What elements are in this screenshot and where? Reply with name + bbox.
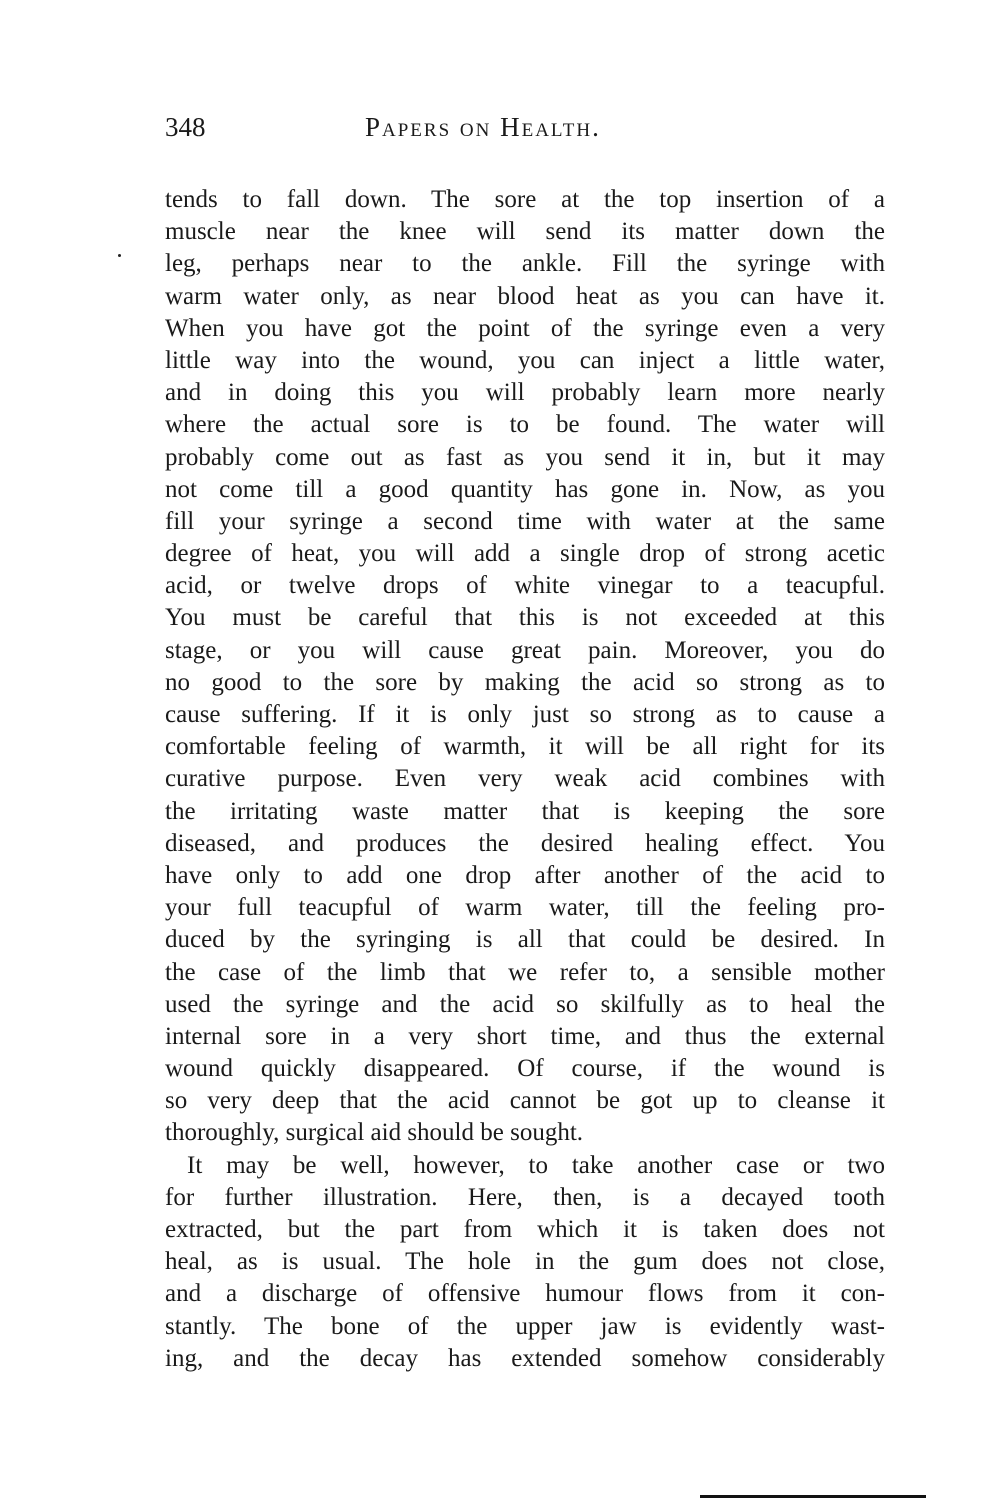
text-line: ing, and the decay has extended somehow considerably — [165, 1344, 885, 1372]
text-line: When you have got the point of the syringe even a very — [165, 314, 885, 342]
text-line: internal sore in a very short time, and thus the external — [165, 1022, 885, 1050]
text-line: your full teacupful of warm water, till the feeling pro- — [165, 894, 885, 922]
text-line: leg, perhaps near to the ankle. Fill the syringe with — [165, 250, 885, 278]
text-line: heal, as is usual. The hole in the gum does not close, — [165, 1248, 885, 1276]
text-line: and a discharge of offensive humour flows from it con- — [165, 1280, 885, 1308]
text-line: not come till a good quantity has gone in. Now, as you — [165, 475, 885, 503]
text-line: muscle near the knee will send its matter down the — [165, 218, 885, 246]
scan-speck — [118, 254, 121, 257]
text-line: warm water only, as near blood heat as you can have it. — [165, 282, 885, 310]
text-line: tends to fall down. The sore at the top insertion of a — [165, 186, 885, 213]
bottom-rule — [700, 1495, 926, 1498]
text-line: so very deep that the acid cannot be got up to cleanse it — [165, 1087, 885, 1115]
text-line: for further illustration. Here, then, is a decayed tooth — [165, 1183, 885, 1211]
text-line: little way into the wound, you can inject a little water, — [165, 346, 885, 374]
text-line: wound quickly disappeared. Of course, if the wound is — [165, 1055, 885, 1083]
text-line: used the syringe and the acid so skilfully as to heal the — [165, 990, 885, 1018]
text-line: acid, or twelve drops of white vinegar to a teacupful. — [165, 572, 885, 600]
text-line: stage, or you will cause great pain. Moreover, you do — [165, 636, 885, 664]
text-line: fill your syringe a second time with water at the same — [165, 507, 885, 535]
text-line: diseased, and produces the desired healing effect. You — [165, 829, 885, 857]
text-line: curative purpose. Even very weak acid combines with — [165, 765, 885, 793]
body-text — [165, 184, 885, 1375]
text-line: stantly. The bone of the upper jaw is evidently wast- — [165, 1312, 885, 1340]
text-line: the irritating waste matter that is keeping the sore — [165, 797, 885, 825]
text-line: degree of heat, you will add a single drop of strong acetic — [165, 540, 885, 568]
text-line: It may be well, however, to take another case or two — [187, 1151, 885, 1179]
text-line: the case of the limb that we refer to, a sensible mother — [165, 958, 885, 986]
text-line: where the actual sore is to be found. The water will — [165, 411, 885, 439]
text-line: extracted, but the part from which it is taken does not — [165, 1216, 885, 1243]
paragraph — [165, 1150, 885, 1375]
page-number: 348 — [165, 112, 206, 142]
text-line: cause suffering. If it is only just so strong as to cause a — [165, 701, 885, 728]
text-line: comfortable feeling of warmth, it will be all right for its — [165, 733, 885, 761]
text-line: You must be careful that this is not exceeded at this — [165, 604, 885, 632]
text-line: thoroughly, surgical aid should be sought. — [165, 1119, 584, 1147]
text-line: and in doing this you will probably learn more nearly — [165, 379, 885, 407]
running-title: Papers on Health. — [365, 112, 601, 142]
text-line: no good to the sore by making the acid so strong as to — [165, 668, 885, 696]
text-line: probably come out as fast as you send it in, but it may — [165, 443, 885, 471]
text-line: have only to add one drop after another of the acid to — [165, 861, 885, 889]
paragraph — [165, 184, 885, 1150]
text-line: duced by the syringing is all that could be desired. In — [165, 926, 885, 954]
